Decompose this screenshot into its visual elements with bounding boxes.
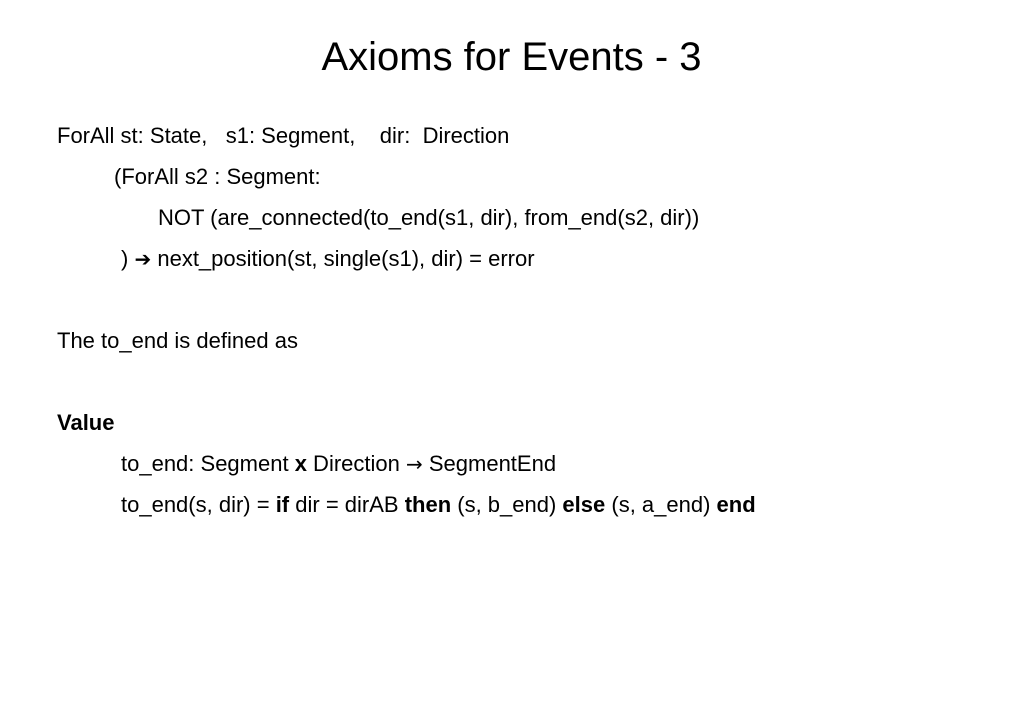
signature-direction-text: Direction — [306, 451, 406, 476]
axiom-not-connected-line: NOT (are_connected(to_end(s1, dir), from_end(s2, dir)) — [158, 205, 700, 230]
definition-else-value: (s, a_end) — [605, 492, 717, 517]
slide-title: Axioms for Events - 3 — [321, 35, 702, 79]
next-position-expression: next_position(st, single(s1), dir) = error — [157, 246, 535, 271]
implies-arrow-icon: ➔ — [134, 247, 152, 271]
signature-result-text: SegmentEnd — [422, 451, 557, 476]
closing-paren: ) — [121, 246, 129, 271]
axiom-quantifier-line: ForAll st: State, s1: Segment, dir: Direction — [57, 123, 510, 148]
signature-segment-text: to_end: Segment — [121, 451, 295, 476]
to-end-signature — [121, 451, 556, 477]
definition-lhs: to_end(s, dir) = — [121, 492, 276, 517]
definition-condition: dir = dirAB — [289, 492, 405, 517]
keyword-end: end — [716, 492, 756, 517]
maps-to-arrow-icon: → — [405, 452, 423, 476]
keyword-then: then — [404, 492, 452, 517]
definition-intro: The to_end is defined as — [57, 328, 298, 353]
definition-then-value: (s, b_end) — [451, 492, 563, 517]
signature-product-x: x — [294, 451, 307, 476]
axiom-inner-forall-line: (ForAll s2 : Segment: — [114, 164, 321, 189]
keyword-if: if — [275, 492, 290, 517]
axiom-implication-line — [121, 246, 535, 272]
keyword-else: else — [562, 492, 606, 517]
to-end-definition — [121, 492, 756, 518]
value-heading: Value — [57, 410, 115, 435]
